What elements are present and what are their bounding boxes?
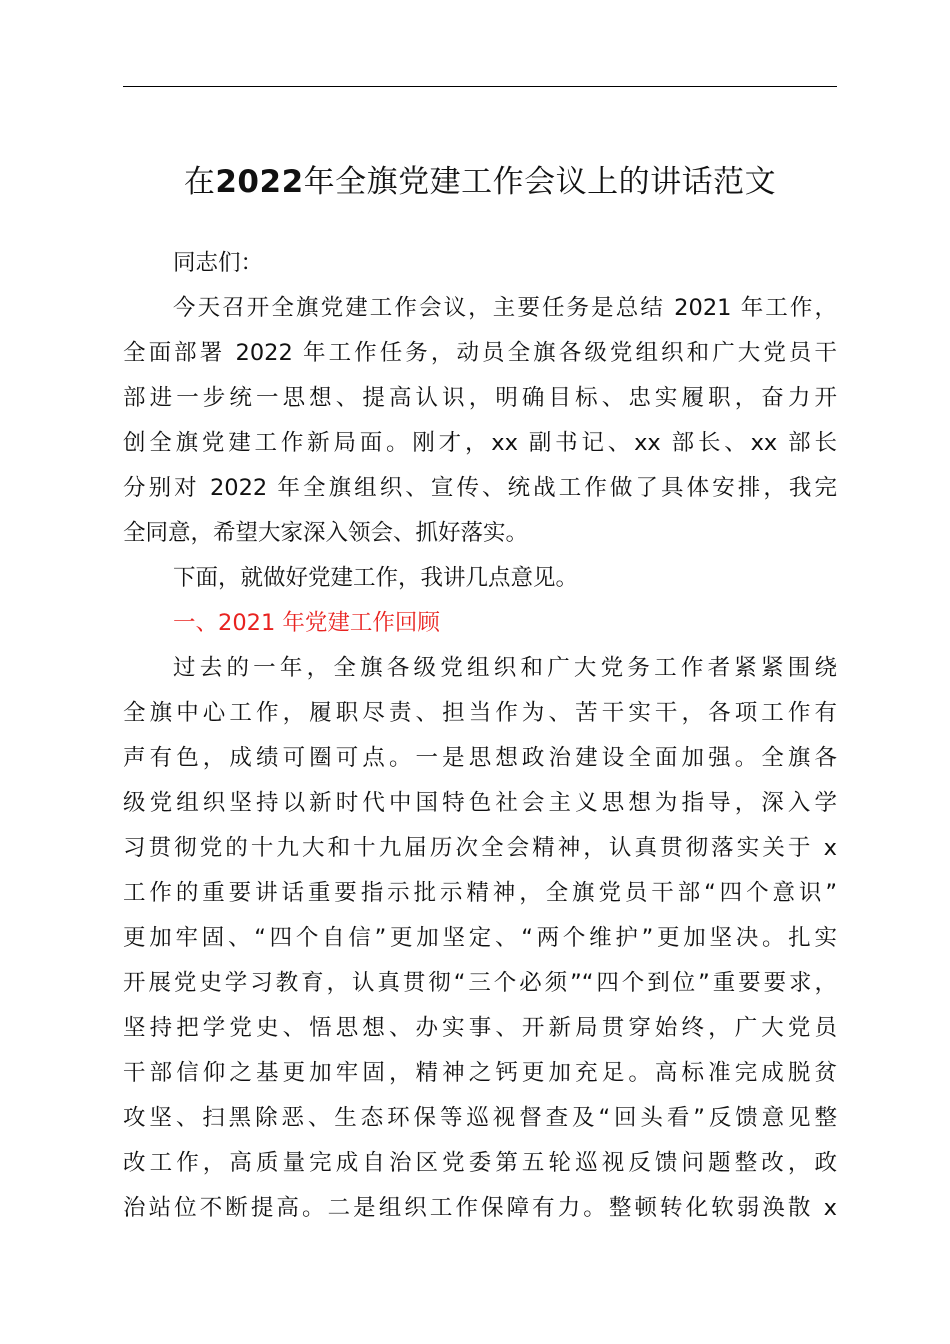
transition-line: 下面，就做好党建工作，我讲几点意见。 bbox=[173, 565, 579, 591]
paragraph-line: 改工作，高质量完成自治区党委第五轮巡视反馈问题整改，政 bbox=[123, 1150, 837, 1176]
paragraph-line: 习贯彻党的十九大和十九届历次全会精神，认真贯彻落实关于 x bbox=[123, 835, 837, 861]
paragraph-line: 坚持把学党史、悟思想、办实事、开新局贯穿始终，广大党员 bbox=[123, 1015, 837, 1041]
paragraph-line: 级党组织坚持以新时代中国特色社会主义思想为指导，深入学 bbox=[123, 790, 837, 816]
paragraph-line: 声有色，成绩可圈可点。一是思想政治建设全面加强。全旗各 bbox=[123, 745, 837, 771]
paragraph-line: 干部信仰之基更加牢固，精神之钙更加充足。高标准完成脱贫 bbox=[123, 1060, 837, 1086]
paragraph-line: 部进一步统一思想、提高认识，明确目标、忠实履职，奋力开 bbox=[123, 385, 837, 411]
intro-paragraph bbox=[123, 286, 837, 556]
paragraph-line: 创全旗党建工作新局面。刚才，xx 副书记、xx 部长、xx 部长 bbox=[123, 430, 837, 456]
paragraph-line: 全旗中心工作，履职尽责、担当作为、苦干实干，各项工作有 bbox=[123, 700, 837, 726]
section-heading: 一、2021 年党建工作回顾 bbox=[173, 610, 440, 636]
paragraph-line: 治站位不断提高。二是组织工作保障有力。整顿转化软弱涣散 x bbox=[123, 1195, 837, 1221]
paragraph-line: 攻坚、扫黑除恶、生态环保等巡视督查及“回头看”反馈意见整 bbox=[123, 1105, 837, 1131]
document-body bbox=[123, 241, 837, 1231]
paragraph-line: 工作的重要讲话重要指示批示精神，全旗党员干部“四个意识” bbox=[123, 880, 837, 906]
title-year: 2022 bbox=[215, 164, 304, 200]
header-rule bbox=[123, 86, 837, 87]
title-suffix: 年全旗党建工作会议上的讲话范文 bbox=[303, 164, 777, 200]
paragraph-line: 全同意，希望大家深入领会、抓好落实。 bbox=[123, 520, 529, 546]
paragraph-line: 过去的一年，全旗各级党组织和广大党务工作者紧紧围绕 bbox=[173, 655, 837, 681]
paragraph-line: 更加牢固、“四个自信”更加坚定、“两个维护”更加坚决。扎实 bbox=[123, 925, 837, 951]
paragraph-line: 今天召开全旗党建工作会议，主要任务是总结 2021 年工作， bbox=[173, 295, 837, 321]
paragraph-line: 分别对 2022 年全旗组织、宣传、统战工作做了具体安排，我完 bbox=[123, 475, 837, 501]
salutation: 同志们： bbox=[173, 250, 264, 276]
paragraph-line: 全面部署 2022 年工作任务，动员全旗各级党组织和广大党员干 bbox=[123, 340, 837, 366]
review-paragraph bbox=[123, 646, 837, 1231]
title-prefix: 在 bbox=[183, 164, 216, 200]
paragraph-line: 开展党史学习教育，认真贯彻“三个必须”“四个到位”重要要求， bbox=[123, 970, 837, 996]
document-title bbox=[123, 160, 837, 204]
